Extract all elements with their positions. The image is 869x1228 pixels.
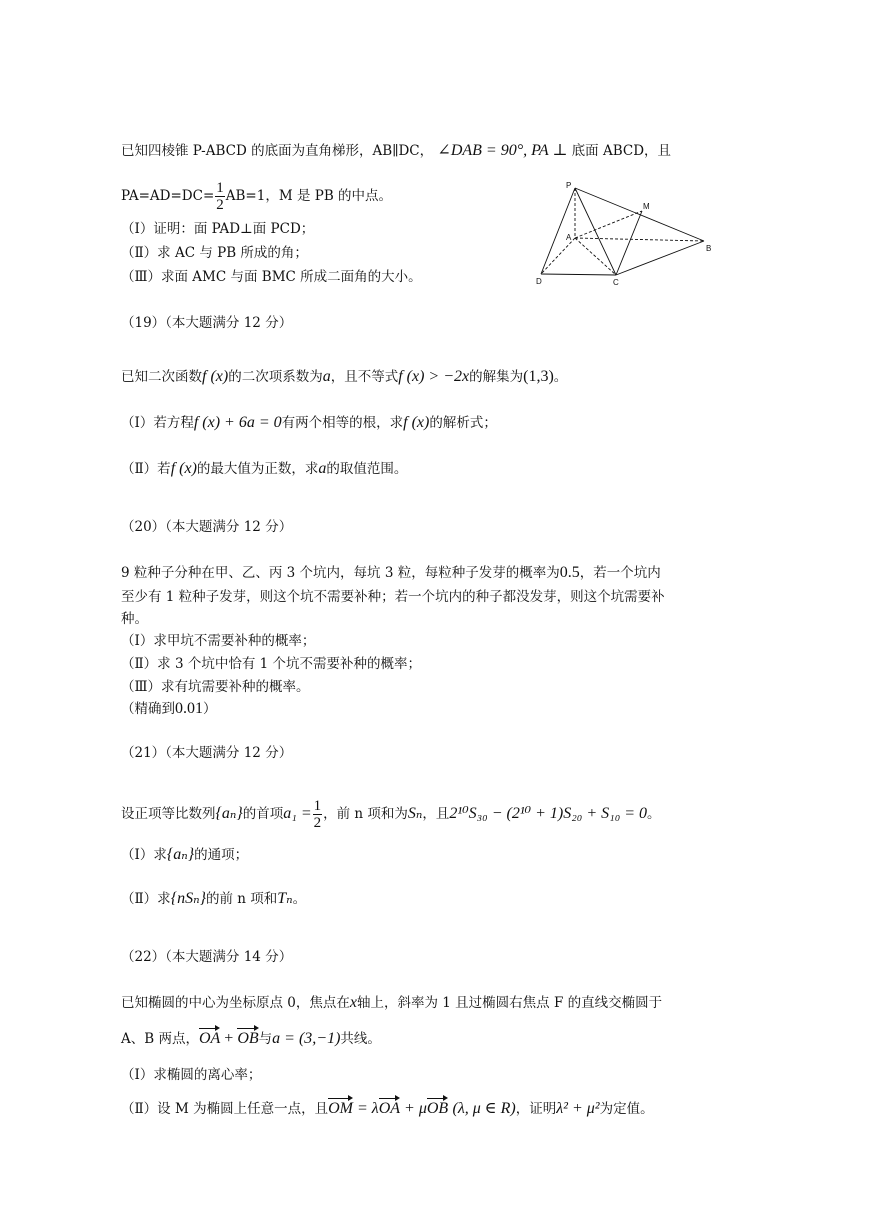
p22-line1: 已知椭圆的中心为坐标原点 0，焦点在x轴上，斜率为 1 且过椭圆右焦点 F 的直线交椭圆于 xyxy=(121,994,663,1011)
label-p: P xyxy=(566,181,572,190)
label-m: M xyxy=(643,202,650,211)
p22-q2: （Ⅱ）设 M 为椭圆上任意一点，且OM = λOA + μOB (λ, μ ∈ R)，证明λ² + μ²为定值。 xyxy=(121,1100,654,1117)
p18-q3: （Ⅲ）求面 AMC 与面 BMC 所成二面角的大小。 xyxy=(121,269,422,285)
p21-q1: （Ⅰ）求{aₙ}的通项； xyxy=(121,846,249,863)
p20-q1: （Ⅰ）求甲坑不需要补种的概率； xyxy=(121,633,316,649)
fraction-half: $\frac{1}{2}$ xyxy=(216,180,224,213)
p22-line2: A、B 两点，OA + OB与a = (3,−1)共线。 xyxy=(121,1030,381,1047)
p19-header: （19）（本大题满分 12 分） xyxy=(121,315,293,331)
p21-q2: （Ⅱ）求{nSₙ}的前 n 项和Tₙ。 xyxy=(121,890,307,907)
vector-oa: OA xyxy=(198,1030,221,1047)
p21-intro: 设正项等比数列{aₙ}的首项a₁ = $\frac{1}{2}$ ，前 n 项和为Sₙ，且2¹⁰S₃₀ − (2¹⁰ + 1)S₂₀ + S₁₀ = 0。 xyxy=(121,798,661,831)
vector-oa: OA xyxy=(378,1100,401,1117)
p21-header: （21）（本大题满分 12 分） xyxy=(121,745,293,761)
p20-q3: （Ⅲ）求有坑需要补种的概率。 xyxy=(121,679,310,695)
p18-intro: 已知四棱锥 P-ABCD 的底面为直角梯形，AB∥DC， ∠DAB = 90°, PA ⊥ 底面 ABCD，且 xyxy=(121,142,672,159)
p22-q1: （Ⅰ）求椭圆的离心率； xyxy=(121,1067,262,1083)
label-c: C xyxy=(613,278,619,287)
p19-intro: 已知二次函数f (x)的二次项系数为a，且不等式f (x) > −2x的解集为(1,3)。 xyxy=(121,368,568,385)
p19-q1: （Ⅰ）若方程f (x) + 6a = 0有两个相等的根，求f (x)的解析式； xyxy=(121,414,497,431)
fraction-half: $\frac{1}{2}$ xyxy=(313,798,322,831)
pyramid-figure xyxy=(528,178,718,288)
p19-q2: （Ⅱ）若f (x)的最大值为正数，求a的取值范围。 xyxy=(121,460,408,477)
label-b: B xyxy=(706,244,712,253)
p18-line2: PA=AD=DC= $\frac{1}{2}$ AB=1，M 是 PB 的中点。 xyxy=(121,180,393,213)
label-a: A xyxy=(566,233,572,242)
angle-condition: ∠DAB = 90°, PA ⊥ xyxy=(437,142,568,159)
p20-precision: （精确到0.01） xyxy=(121,700,217,717)
p20-line2: 至少有 1 粒种子发芽，则这个坑不需要补种；若一个坑内的种子都没发芽，则这个坑需要补 xyxy=(121,589,665,605)
vector-om: OM xyxy=(328,1100,353,1117)
p20-header: （20）（本大题满分 12 分） xyxy=(121,519,293,535)
p20-line3: 种。 xyxy=(121,611,148,627)
p18-q2: （Ⅱ）求 AC 与 PB 所成的角； xyxy=(121,245,308,261)
p20-line1: 9 粒种子分种在甲、乙、丙 3 个坑内，每坑 3 粒，每粒种子发芽的概率为0.5，若一个坑内 xyxy=(121,564,661,581)
vector-ob: OB xyxy=(237,1030,259,1047)
p22-header: （22）（本大题满分 14 分） xyxy=(121,949,293,965)
p18-q1: （Ⅰ）证明：面 PAD⊥面 PCD； xyxy=(121,221,315,237)
vector-ob: OB xyxy=(426,1100,449,1117)
p20-q2: （Ⅱ）求 3 个坑中恰有 1 个坑不需要补种的概率； xyxy=(121,656,422,672)
label-d: D xyxy=(536,277,542,286)
